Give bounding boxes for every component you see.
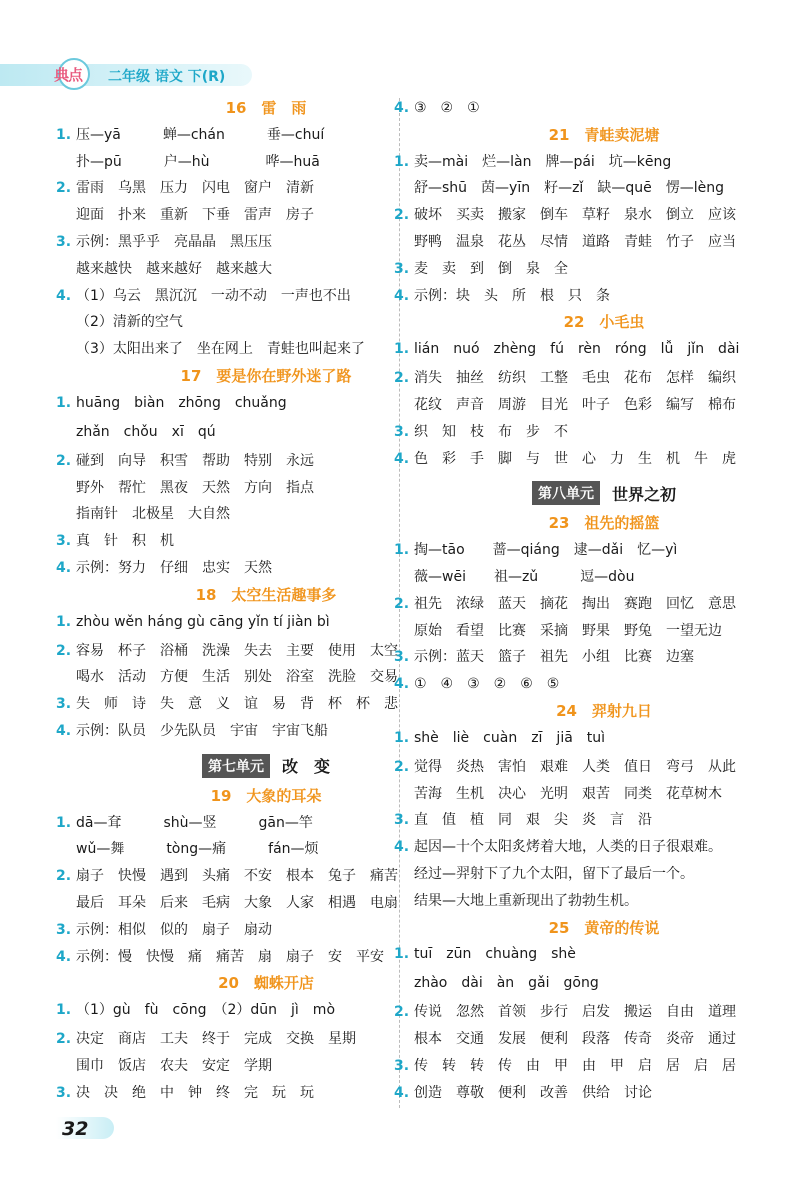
answer-line [414,861,794,888]
answer-line [394,725,794,754]
answer-text: wǔ—舞 tòng—痛 fán—烦 [76,841,319,858]
item-number: 1. [56,394,72,411]
answer-line [76,890,456,917]
item-number: 1. [56,1002,72,1019]
lesson-title: 21 青蛙卖泥塘 [548,125,660,144]
pinyin-answer: zhǎn chǒu xī qú [76,423,216,440]
item-number: 1. [394,542,410,559]
answer-line [56,122,456,149]
answer-line [76,501,456,528]
answer-text: 觉得 炎热 害怕 艰难 人类 值日 弯弓 从此 [414,758,736,775]
answer-text: 舒—shū 茵—yīn 籽—zǐ 缺—quē 愣—lèng [414,180,724,197]
pinyin-answer: shè liè cuàn zī jiā tuì [414,729,606,746]
answer-text: 真 针 积 机 [76,533,174,550]
answer-line [76,475,456,502]
answer-line [414,392,794,419]
answer-line [414,175,794,202]
answer-text: （3）太阳出来了 坐在网上 青蛙也叫起来了 [76,341,365,358]
answer-line [394,1080,794,1107]
page-number: 32 [62,1118,89,1140]
answer-line [414,888,794,915]
answer-text: 织 知 枝 布 步 不 [414,423,568,440]
answer-text: 破坏 买卖 搬家 倒车 草籽 泉水 倒立 应该 [414,207,736,224]
item-number: 3. [394,649,410,666]
answer-text: 容易 杯子 浴桶 洗澡 失去 主要 使用 太空 [76,642,398,659]
answer-text: 起因—十个太阳炙烤着大地，人类的日子很艰难。 [414,839,722,856]
answer-text: 碰到 向导 积雪 帮助 特别 永远 [76,452,314,469]
answer-text: 卖—mài 烂—làn 牌—pái 坑—kēng [414,153,672,170]
item-number: 3. [394,260,410,277]
answer-text: 传说 忽然 首领 步行 启发 搬运 自由 道理 [414,1004,736,1021]
answer-text: 苦海 生机 决心 光明 艰苦 同类 花草树木 [414,785,722,802]
item-number: 1. [394,341,410,358]
answer-text: 野外 帮忙 黑夜 天然 方向 指点 [76,479,314,496]
unit-tag: 第八单元 [532,481,600,505]
item-number: 2. [394,595,410,612]
item-number: 4. [56,287,72,304]
lesson-title: 24 羿射九日 [556,701,652,720]
answer-line [394,202,794,229]
answer-text: 创造 尊敬 便利 改善 供给 讨论 [414,1084,652,1101]
unit-title: 改 变 [281,757,330,777]
answer-line [394,644,794,671]
answer-line [56,917,456,944]
answer-line [56,229,456,256]
item-number: 1. [394,153,410,170]
lesson-title: 17 要是你在野外迷了路 [180,366,352,385]
item-number: 2. [56,180,72,197]
answer-line [394,754,794,781]
answer-line [394,336,794,365]
answer-line [394,95,794,122]
answer-text: 示例：块 头 所 根 只 条 [414,287,610,304]
answer-text: 经过—羿射下了九个太阳，留下了最后一个。 [414,865,694,882]
answer-line [414,1026,794,1053]
pinyin-answer: zhào dài àn gǎi gōng [414,975,599,992]
item-number: 2. [56,868,72,885]
lesson-title: 19 大象的耳朵 [210,786,322,805]
answer-text: 原始 看望 比赛 采摘 野果 野兔 一望无边 [414,622,722,639]
answer-text: 野鸭 温泉 花丛 尽情 道路 青蛙 竹子 应当 [414,233,736,250]
answer-line [56,175,456,202]
answer-line [394,834,794,861]
answer-text: 迎面 扑来 重新 下垂 雷声 房子 [76,207,314,224]
book-title: 二年级 语文 下(R) [108,69,226,85]
item-number: 2. [56,452,72,469]
item-number: 4. [394,100,410,116]
lesson-title: 16 雷 雨 [225,99,307,117]
page-header [0,58,252,86]
item-number: 1. [56,126,72,143]
pinyin-answer: （1）gù fù cōng （2）dūn jì mò [76,1002,336,1019]
item-number: 4. [56,722,72,739]
item-number: 2. [56,642,72,659]
answer-text: 传 转 转 传 由 甲 由 甲 启 居 启 居 [414,1057,736,1074]
answer-text: 掏—tāo 蔷—qiáng 逮—dǎi 忆—yì [414,542,678,559]
answer-line [56,863,456,890]
answer-text: 指南针 北极星 大自然 [76,506,230,523]
item-number: 3. [56,1084,72,1101]
item-number: 2. [56,1031,72,1048]
item-number: 4. [56,948,72,965]
answer-text: 决定 商店 工夫 终于 完成 交换 星期 [76,1031,356,1048]
answer-text: 越来越快 越来越好 越来越大 [76,260,272,277]
page-number-badge [56,1117,114,1139]
answer-line [414,781,794,808]
answer-line [394,365,794,392]
item-number: 1. [394,729,410,746]
lesson-title: 22 小毛虫 [563,313,645,332]
unit-heading [414,478,794,508]
unit-tag: 第七单元 [202,754,270,778]
answer-text: 失 师 诗 失 意 义 谊 易 背 杯 杯 悲 [76,696,398,713]
answer-text: 示例：队员 少先队员 宇宙 宇宙飞船 [76,722,328,739]
lesson-title: 18 太空生活趣事多 [195,585,337,604]
answer-text: 围巾 饭店 农夫 安定 学期 [76,1057,272,1074]
item-number: 4. [394,839,410,856]
answer-line [414,229,794,256]
right-column [394,95,794,1107]
answer-text: 喝水 活动 方便 生活 别处 浴室 洗脸 交易 [76,669,398,686]
item-number: 3. [56,233,72,250]
answer-text: ① ④ ③ ② ⑥ ⑤ [414,676,560,693]
answer-line [394,999,794,1026]
answer-line [394,1053,794,1080]
answer-text: 结果—大地上重新现出了勃勃生机。 [414,892,638,909]
answer-text: 麦 卖 到 倒 泉 全 [414,260,568,277]
answer-text: 示例：黑乎乎 亮晶晶 黑压压 [76,233,272,250]
answer-line [414,564,794,591]
item-number: 3. [394,812,410,829]
answer-line [76,309,456,336]
answer-text: （2）清新的空气 [76,314,183,331]
answer-text: 根本 交通 发展 便利 段落 传奇 炎帝 通过 [414,1031,736,1048]
answer-text: 直 值 植 同 艰 尖 炎 言 沿 [414,812,652,829]
pinyin-answer: lián nuó zhèng fú rèn róng lǚ jǐn dài [414,341,740,358]
answer-text: ③ ② ① [414,100,480,116]
item-number: 3. [56,696,72,713]
item-number: 3. [56,921,72,938]
item-number: 3. [394,423,410,440]
brand-logo: 典点 [52,58,102,90]
lesson-title: 25 黄帝的传说 [548,918,660,937]
lesson-title: 23 祖先的摇篮 [548,514,660,533]
answer-text: 薇—wēi 祖—zǔ 逗—dòu [414,568,635,585]
lesson-title: 20 蜘蛛开店 [218,974,314,993]
item-number: 4. [394,450,410,467]
pinyin-answer: tuī zūn chuàng shè [414,946,576,963]
answer-text: （1）乌云 黑沉沉 一动不动 一声也不出 [76,287,351,304]
pinyin-answer: zhòu wěn háng gù cāng yǐn tí jiàn bì [76,613,330,630]
item-number: 4. [394,1084,410,1101]
answer-text: 示例：蓝天 篮子 祖先 小组 比赛 边塞 [414,649,694,666]
item-number: 2. [394,207,410,224]
answer-line [394,419,794,446]
item-number: 1. [56,613,72,630]
answer-line [56,1026,456,1053]
answer-text: 压—yā 蝉—chán 垂—chuí [76,126,325,143]
unit-title: 世界之初 [611,484,676,504]
answer-text: 扇子 快慢 遇到 头痛 不安 根本 兔子 痛苦 [76,868,398,885]
answer-text: 花纹 声音 周游 目光 叶子 色彩 编写 棉布 [414,396,736,413]
answer-text: dā—耷 shù—竖 gān—竿 [76,814,313,831]
answer-line [394,807,794,834]
item-number: 4. [394,676,410,693]
answer-line [394,671,794,698]
answer-text: 示例：努力 仔细 忠实 天然 [76,559,272,576]
answer-line [414,618,794,645]
answer-text: 示例：慢 快慢 痛 痛苦 扇 扇子 安 平安 [76,948,384,965]
answer-text: 祖先 浓绿 蓝天 摘花 掏出 赛跑 回忆 意思 [414,595,736,612]
answer-text: 最后 耳朵 后来 毛病 大象 人家 相遇 电扇 [76,894,398,911]
item-number: 2. [394,370,410,387]
answer-line [394,941,794,970]
item-number: 1. [56,814,72,831]
pinyin-answer: huāng biàn zhōng chuǎng [76,394,287,411]
answer-text: 示例：相似 似的 扇子 扇动 [76,921,272,938]
item-number: 2. [394,758,410,775]
answer-line [394,537,794,564]
answer-text: 雷雨 乌黑 压力 闪电 窗户 清新 [76,180,314,197]
answer-line [394,256,794,283]
answer-line [394,149,794,176]
item-number: 3. [394,1057,410,1074]
answer-text: 色 彩 手 脚 与 世 心 力 生 机 牛 虎 [414,450,736,467]
answer-text: 扑—pū 户—hù 哗—huā [76,153,320,170]
answer-line [394,283,794,310]
answer-line [394,446,794,473]
item-number: 3. [56,533,72,550]
answer-line [414,970,794,999]
item-number: 2. [394,1004,410,1021]
item-number: 1. [394,946,410,963]
answer-text: 决 决 绝 中 钟 终 完 玩 玩 [76,1084,314,1101]
answer-text: 消失 抽丝 纺织 工整 毛虫 花布 怎样 编织 [414,370,736,387]
answer-line [56,390,456,419]
item-number: 4. [56,559,72,576]
item-number: 4. [394,287,410,304]
answer-line [394,591,794,618]
